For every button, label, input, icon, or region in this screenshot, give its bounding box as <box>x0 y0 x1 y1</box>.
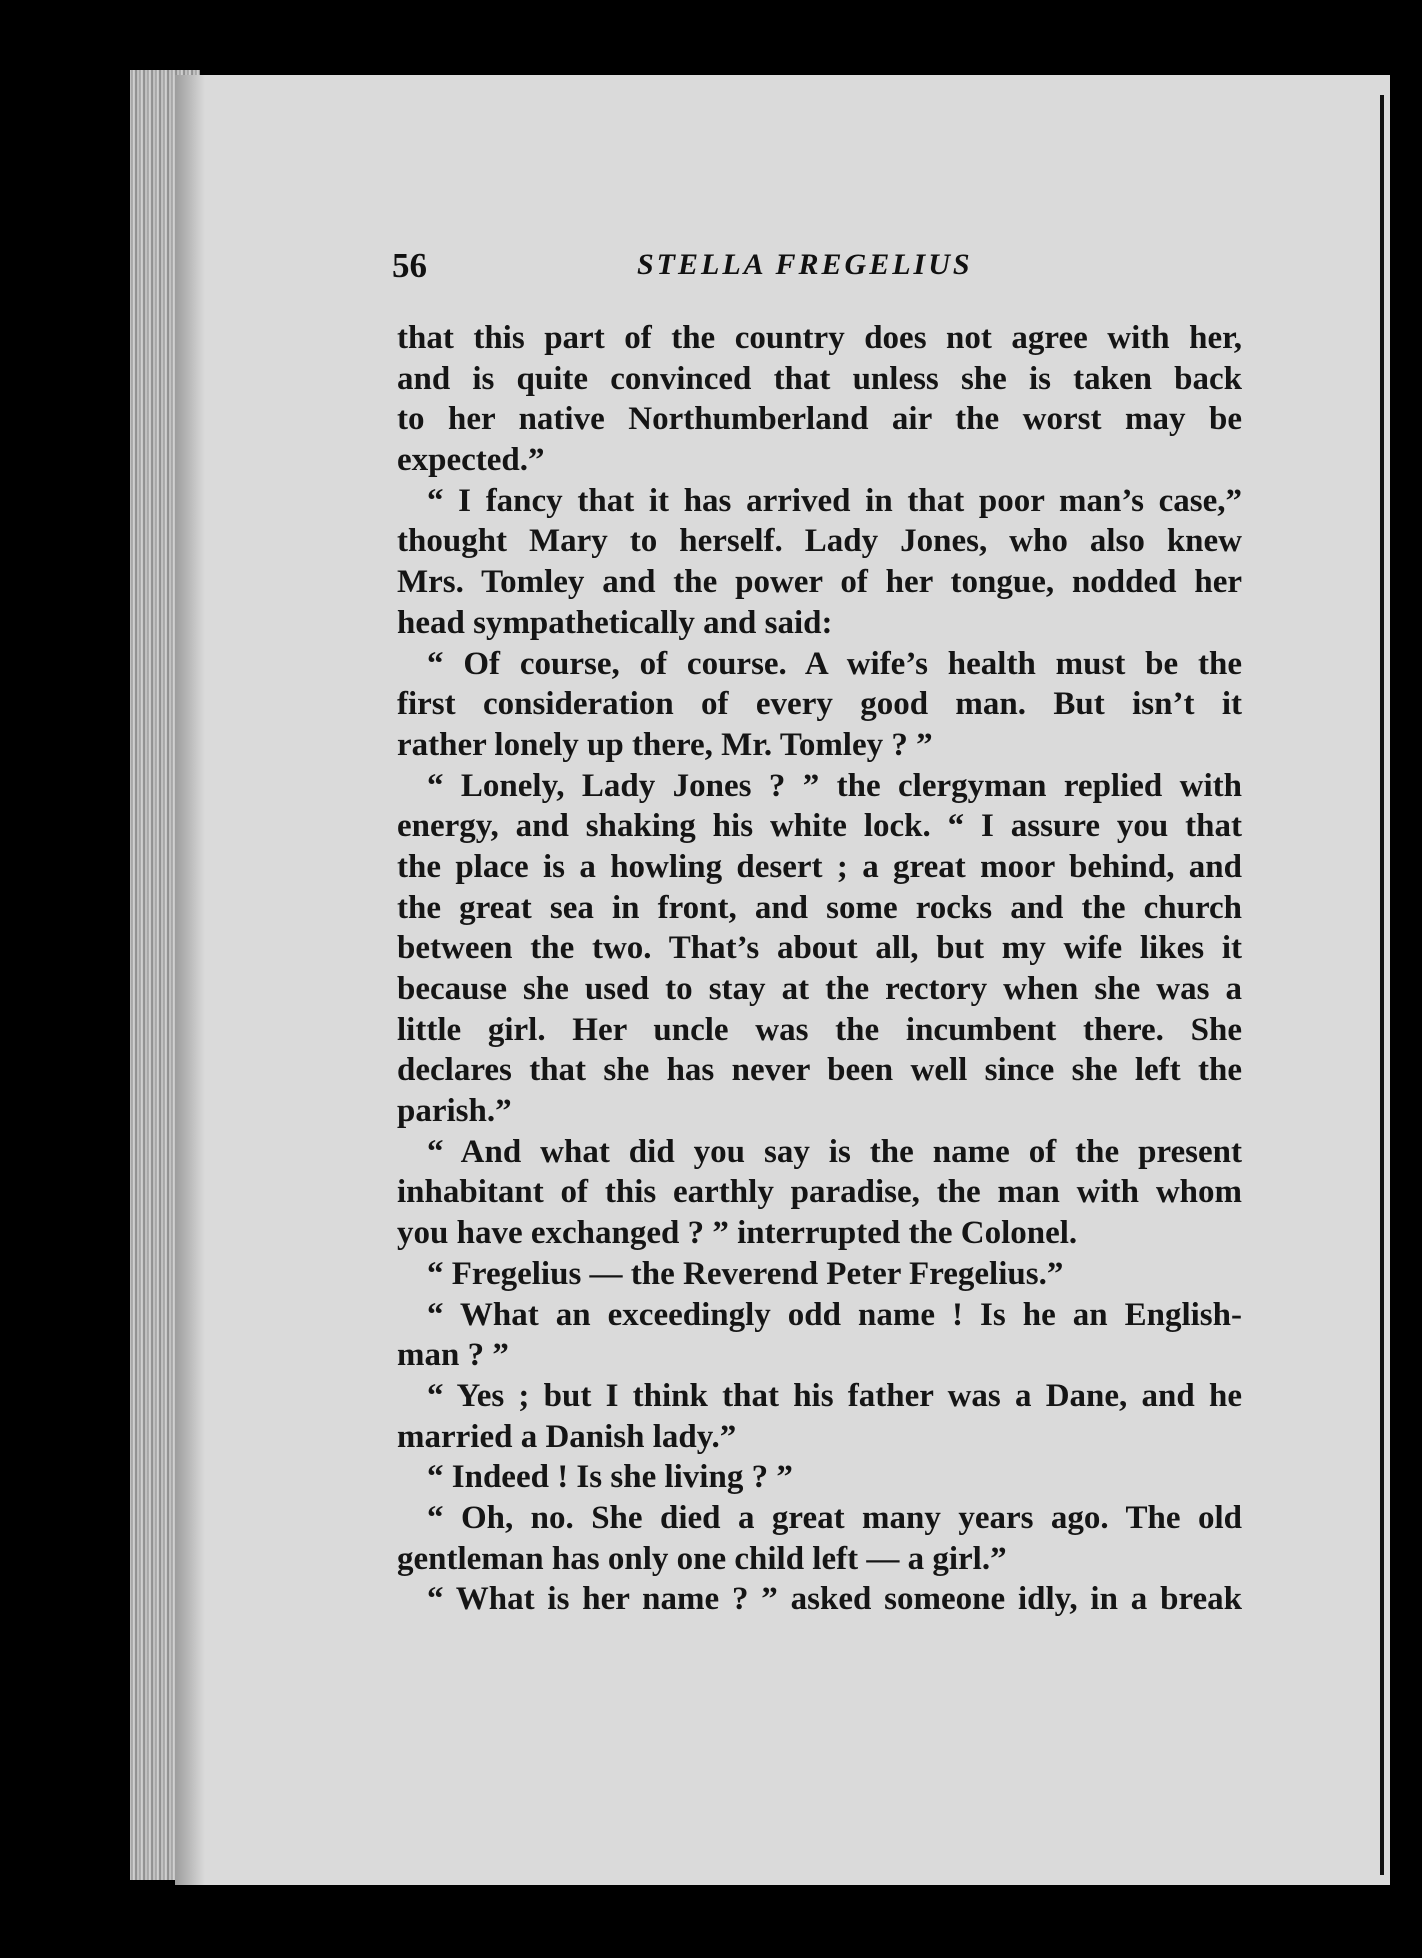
text-line: thought Mary to herself. Lady Jones, who also knew <box>397 523 1242 560</box>
text-line: “ What an exceedingly odd name ! Is he an English- <box>427 1296 1242 1333</box>
text-line: you have exchanged ? ” interrupted the Colonel. <box>397 1215 1078 1252</box>
running-head: STELLA FREGELIUS <box>637 248 973 281</box>
facing-page-edge <box>1380 95 1384 1875</box>
text-line: “ And what did you say is the name of the present <box>427 1133 1242 1170</box>
text-line: “ Indeed ! Is she living ? ” <box>427 1459 793 1496</box>
text-line: declares that she has never been well since she left the <box>397 1052 1242 1089</box>
gutter-shadow <box>175 75 205 1885</box>
text-line: Mrs. Tomley and the power of her tongue, nodded her <box>397 564 1242 601</box>
text-line: “ Lonely, Lady Jones ? ” the clergyman replied with <box>427 767 1242 804</box>
text-line: the great sea in front, and some rocks and the church <box>397 889 1242 926</box>
text-line: inhabitant of this earthly paradise, the man with whom <box>397 1174 1242 1211</box>
text-line: head sympathetically and said: <box>397 604 833 641</box>
text-line: parish.” <box>397 1093 512 1130</box>
text-line: because she used to stay at the rectory when she was a <box>397 971 1242 1007</box>
text-line: little girl. Her uncle was the incumbent there. She <box>397 1011 1242 1048</box>
text-line: first consideration of every good man. But isn’t it <box>397 686 1242 723</box>
body-text <box>397 318 1242 1620</box>
text-line: “ What is her name ? ” asked someone idly, in a break <box>427 1581 1242 1618</box>
text-line: “ Fregelius — the Reverend Peter Fregelius.” <box>427 1255 1064 1292</box>
text-line: energy, and shaking his white lock. “ I assure you that <box>397 808 1242 845</box>
page-number: 56 <box>392 246 427 285</box>
text-line: to her native Northumberland air the worst may be <box>397 401 1242 438</box>
text-line: “ I fancy that it has arrived in that poor man’s case,” <box>427 482 1242 519</box>
text-line: man ? ” <box>397 1337 509 1374</box>
text-line: married a Danish lady.” <box>397 1418 737 1455</box>
text-line: and is quite convinced that unless she is taken back <box>397 360 1242 397</box>
page-header <box>392 246 1252 296</box>
text-line: rather lonely up there, Mr. Tomley ? ” <box>397 726 933 763</box>
text-line: expected.” <box>397 442 545 479</box>
text-line: gentleman has only one child left — a girl.” <box>397 1540 1007 1577</box>
text-line: “ Oh, no. She died a great many years ago. The old <box>427 1499 1242 1536</box>
text-line: “ Yes ; but I think that his father was a Dane, and he <box>427 1377 1242 1414</box>
text-line: between the two. That’s about all, but my wife likes it <box>397 930 1242 967</box>
text-line: “ Of course, of course. A wife’s health must be the <box>427 645 1242 682</box>
text-line: the place is a howling desert ; a great moor behind, and <box>397 848 1242 885</box>
text-line: that this part of the country does not agree with her, <box>397 320 1242 356</box>
